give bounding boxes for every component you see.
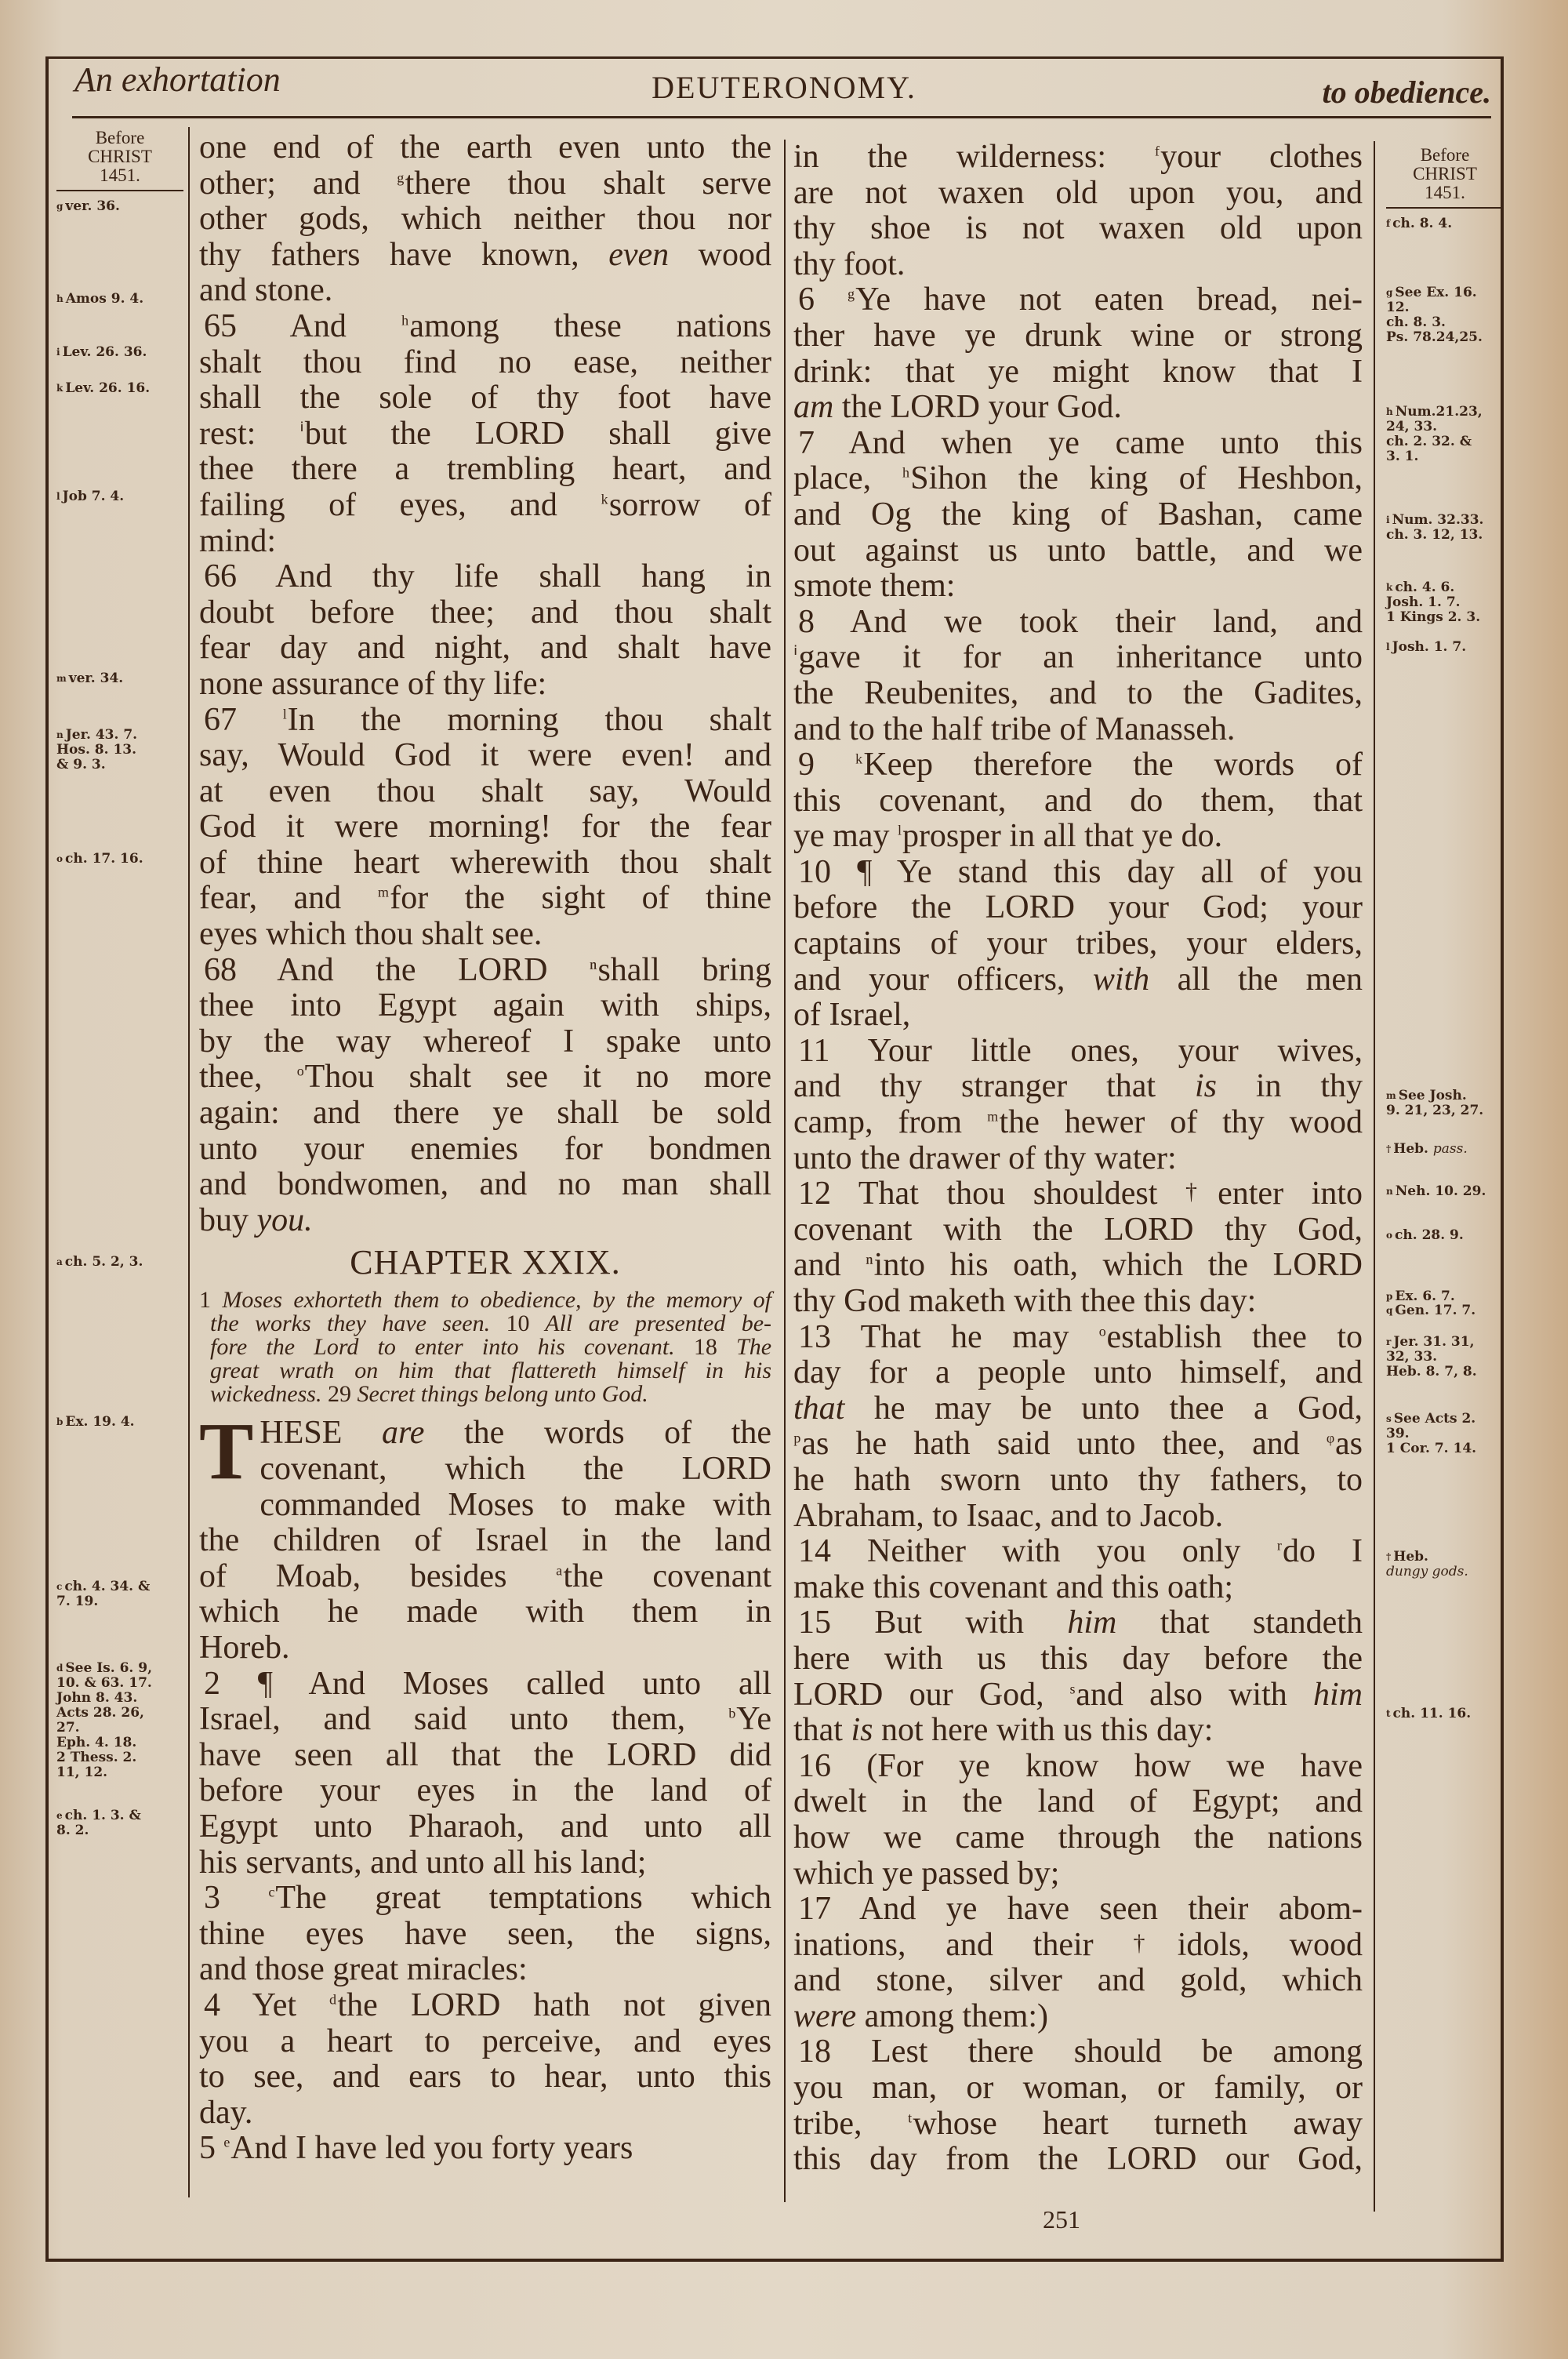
text-line: 7 And when ye came unto this xyxy=(798,424,1363,461)
right-margin-notes xyxy=(1386,145,1504,1721)
note-marker: n xyxy=(56,729,64,740)
note-reference: Lev. 26. 36. xyxy=(62,344,147,360)
note-marker: n xyxy=(1386,1186,1393,1197)
margin-note xyxy=(56,199,190,214)
margin-note xyxy=(56,292,190,307)
note-italic: dungy gods. xyxy=(1386,1564,1468,1579)
text-line: thy shoe is not waxen old upon xyxy=(793,210,1363,247)
note-reference: ch. 8. 4. xyxy=(1392,216,1453,231)
note-reference: ch. 11. 16. xyxy=(1392,1706,1472,1721)
text-line: 17 And ye have seen their abom- xyxy=(798,1891,1363,1928)
note-reference: ch. 17. 16. xyxy=(65,851,143,867)
note-marker: a xyxy=(56,1256,63,1267)
summary-line: wickedness. 29 Secret things belong unto God. xyxy=(210,1381,648,1408)
text-line: smote them: xyxy=(793,568,956,605)
text-line: mind: xyxy=(199,522,277,559)
text-line: you man, or woman, or family, or xyxy=(793,2070,1363,2106)
margin-note xyxy=(1386,1303,1519,1318)
note-reference: See Josh. 9. 21, 23, 27. xyxy=(1386,1088,1484,1118)
note-marker: † xyxy=(1386,1551,1392,1562)
text-line: and Og the king of Bashan, came xyxy=(793,496,1363,533)
text-line: in the wilderness: ᶠyour clothes xyxy=(793,139,1363,175)
margin-note xyxy=(1386,1228,1519,1243)
note-reference: ver. 36. xyxy=(65,198,120,214)
text-line: 12 That thou shouldest †enter into xyxy=(798,1176,1363,1212)
note-reference: See Acts 2. 39. 1 Cor. 7. 14. xyxy=(1386,1411,1477,1456)
note-marker: k xyxy=(56,383,64,394)
margin-note xyxy=(1386,1707,1519,1721)
column-divider-rule xyxy=(784,140,786,2202)
text-line: ther have ye drunk wine or strong xyxy=(793,317,1363,354)
note-reference: Job 7. 4. xyxy=(62,489,125,504)
text-line: which ye passed by; xyxy=(793,1855,1060,1892)
text-line: of Israel, xyxy=(793,997,911,1034)
text-line: 16 (For ye know how we have xyxy=(798,1747,1363,1784)
note-reference: Num.21.23, 24, 33. ch. 2. 32. & 3. 1. xyxy=(1386,404,1483,464)
margin-note xyxy=(1386,405,1519,464)
text-line: unto the drawer of thy water: xyxy=(793,1140,1177,1176)
margin-note xyxy=(56,381,190,396)
text-line: covenant with the LORD thy God, xyxy=(793,1211,1363,1248)
text-line: commanded Moses to make with xyxy=(260,1486,771,1523)
text-line: other; and ᵍthere thou shalt serve xyxy=(199,165,772,202)
note-marker: l xyxy=(1386,642,1390,652)
text-line: Egypt unto Pharaoh, and unto all xyxy=(199,1808,771,1845)
note-reference: Jer. 31. 31, 32, 33. Heb. 8. 7, 8. xyxy=(1386,1334,1477,1379)
note-marker: q xyxy=(1386,1305,1393,1316)
note-marker: † xyxy=(1386,1143,1392,1154)
text-line: and bondwomen, and no man shall xyxy=(199,1166,771,1203)
scripture-block-deut-29 xyxy=(199,1406,772,2167)
margin-note xyxy=(56,1661,190,1780)
text-line: unto your enemies for bondmen xyxy=(199,1130,771,1167)
text-line: thy foot. xyxy=(793,245,906,282)
note-marker: d xyxy=(56,1663,64,1674)
note-reference: ch. 1. 3. & 8. 2. xyxy=(56,1808,141,1838)
text-line: 5 ᵉAnd I have led you forty years xyxy=(199,2130,633,2167)
date-label-line: 1451. xyxy=(100,165,140,185)
text-line: and stone, silver and gold, which xyxy=(793,1962,1363,1999)
text-line: 2 ¶ And Moses called unto all xyxy=(204,1665,771,1702)
note-marker: i xyxy=(1386,514,1390,525)
text-line: none assurance of thy life: xyxy=(199,665,547,702)
text-line: 15 But with him that standeth xyxy=(798,1605,1363,1641)
text-line: 4 Yet ᵈthe LORD hath not given xyxy=(204,1986,771,2023)
note-marker: p xyxy=(1386,1291,1393,1302)
margin-note xyxy=(1386,640,1519,655)
running-head-left: An exhortation xyxy=(74,60,281,99)
text-line: thee into Egypt again with ships, xyxy=(199,987,771,1024)
text-line: and your officers, with all the men xyxy=(793,961,1363,998)
text-line: which he made with them in xyxy=(199,1594,771,1630)
text-line: 14 Neither with you only ʳdo I xyxy=(798,1533,1363,1570)
margin-note xyxy=(56,728,190,772)
note-reference: Jer. 43. 7. Hos. 8. 13. & 9. 3. xyxy=(56,727,138,772)
scripture-block-deut-29-cont xyxy=(793,140,1363,2178)
note-marker: m xyxy=(1386,1090,1396,1101)
summary-line: great wrath on him that flattereth himself in his xyxy=(210,1358,771,1384)
note-reference: ch. 5. 2, 3. xyxy=(64,1254,143,1270)
margin-note xyxy=(56,671,190,686)
margin-note xyxy=(56,1415,190,1430)
text-line: by the way whereof I spake unto xyxy=(199,1023,771,1060)
margin-note xyxy=(1386,1550,1519,1579)
summary-line: fore the Lord to enter into his covenant. 18 The xyxy=(210,1334,772,1361)
date-label-rule xyxy=(1386,207,1504,209)
text-line: and to the half tribe of Manasseh. xyxy=(793,711,1236,747)
running-head-book-title: DEUTERONOMY. xyxy=(652,70,916,105)
text-line: thine eyes have seen, the signs, xyxy=(199,1915,771,1952)
chapter-heading: CHAPTER XXIX. xyxy=(350,1243,621,1282)
note-marker: h xyxy=(1386,406,1393,417)
note-reference: Neh. 10. 29. xyxy=(1395,1183,1486,1199)
text-line: out against us unto battle, and we xyxy=(793,532,1363,569)
text-line: before the LORD your God; your xyxy=(793,889,1363,926)
note-reference: ch. 4. 34. & 7. 19. xyxy=(56,1579,151,1609)
text-line: at even thou shalt say, Would xyxy=(199,772,771,809)
text-line: here with us this day before the xyxy=(793,1640,1363,1677)
text-line: inations, and their †idols, wood xyxy=(793,1926,1363,1963)
right-text-column xyxy=(793,140,1363,2178)
left-margin-notes xyxy=(56,128,183,1838)
note-marker: c xyxy=(56,1581,63,1592)
text-line: HESE are the words of the xyxy=(260,1415,772,1452)
text-line: the children of Israel in the land xyxy=(199,1522,771,1559)
text-line: shall the sole of thy foot have xyxy=(199,380,771,416)
text-line: Israel, and said unto them, ᵇYe xyxy=(199,1701,771,1738)
text-line: 11 Your little ones, your wives, xyxy=(798,1032,1363,1069)
note-marker: k xyxy=(1386,582,1393,593)
text-line: day for a people unto himself, and xyxy=(793,1354,1363,1391)
text-line: and those great miracles: xyxy=(199,1951,528,1988)
text-line: ᵖas he hath said unto thee, and ᵠas xyxy=(793,1426,1363,1463)
text-line: day. xyxy=(199,2094,253,2131)
text-line: 6 ᵍYe have not eaten bread, nei- xyxy=(798,282,1363,318)
text-line: say, Would God it were even! and xyxy=(199,737,771,774)
note-italic: pass. xyxy=(1432,1141,1468,1157)
text-line: 9 ᵏKeep therefore the words of xyxy=(798,747,1363,783)
note-marker: l xyxy=(56,491,60,502)
note-reference: Gen. 17. 7. xyxy=(1395,1303,1476,1318)
summary-line: 1 Moses exhorteth them to obedience, by the memory of xyxy=(199,1287,771,1314)
drop-cap: T xyxy=(199,1406,254,1497)
text-line: to see, and ears to hear, unto this xyxy=(199,2059,771,2095)
margin-note xyxy=(56,1255,190,1270)
text-line: 65 And ʰamong these nations xyxy=(204,307,771,344)
text-line: fear day and night, and shalt have xyxy=(199,630,771,667)
margin-note xyxy=(1386,216,1519,231)
text-line: were among them:) xyxy=(793,1997,1049,2034)
date-label-line: CHRIST xyxy=(88,147,152,166)
note-marker: r xyxy=(1386,1336,1392,1347)
margin-note xyxy=(1386,513,1519,543)
text-line: buy you. xyxy=(199,1201,313,1238)
text-line: dwelt in the land of Egypt; and xyxy=(793,1783,1363,1820)
page-number: 251 xyxy=(1043,2205,1080,2234)
date-label-left xyxy=(56,129,183,185)
text-line: his servants, and unto all his land; xyxy=(199,1844,647,1881)
text-line: captains of your tribes, your elders, xyxy=(793,925,1363,962)
text-line: this day from the LORD our God, xyxy=(793,2141,1363,2178)
note-reference: Lev. 26. 16. xyxy=(65,380,151,396)
header-rule xyxy=(72,116,1491,118)
text-line: rest: ⁱbut the LORD shall give xyxy=(199,415,772,452)
margin-note xyxy=(1386,1089,1519,1118)
text-line: shalt thou find no ease, neither xyxy=(199,343,771,380)
margin-note xyxy=(56,852,190,867)
text-line: and stone. xyxy=(199,272,333,309)
text-line: ⁱgave it for an inheritance unto xyxy=(793,639,1363,676)
margin-note xyxy=(56,345,190,360)
note-marker: o xyxy=(1386,1230,1393,1241)
note-marker: b xyxy=(56,1416,64,1427)
note-reference: Amos 9. 4. xyxy=(65,291,144,307)
text-line: how we came through the nations xyxy=(793,1819,1363,1856)
note-marker: m xyxy=(56,673,67,684)
text-line: thy fathers have known, even wood xyxy=(199,236,771,273)
text-line: that is not here with us this day: xyxy=(793,1712,1214,1749)
note-reference: Heb. xyxy=(1393,1549,1428,1565)
text-line: again: and there ye shall be sold xyxy=(199,1095,771,1132)
note-reference: See Is. 6. 9, 10. & 63. 17. John 8. 43. Acts 28. 26, 27. Eph. 4. 18. 2 Thess. 2. 11, 12. xyxy=(56,1660,152,1780)
left-text-column xyxy=(199,130,771,2167)
date-label-right xyxy=(1386,146,1504,202)
text-line: tribe, ᵗwhose heart turneth away xyxy=(793,2105,1363,2142)
margin-note xyxy=(1386,1335,1519,1379)
text-line: have seen all that the LORD did xyxy=(199,1736,771,1773)
margin-note xyxy=(1386,1142,1519,1157)
note-marker: g xyxy=(1386,287,1393,298)
text-line: thee, ᵒThou shalt see it no more xyxy=(199,1059,772,1096)
text-line: 3 ᶜThe great temptations which xyxy=(204,1880,772,1917)
text-line: LORD our God, ˢand also with him xyxy=(793,1676,1363,1713)
text-line: camp, from ᵐthe hewer of thy wood xyxy=(793,1104,1363,1141)
chapter-summary xyxy=(199,1289,771,1406)
note-reference: Num. 32.33. ch. 3. 12, 13. xyxy=(1386,512,1484,543)
note-marker: s xyxy=(1386,1413,1392,1424)
margin-note xyxy=(1386,580,1519,625)
text-line: of thine heart wherewith thou shalt xyxy=(199,844,771,881)
text-line: one end of the earth even unto the xyxy=(199,129,771,165)
summary-line: the works they have seen. 10 All are presented be- xyxy=(210,1310,772,1337)
note-marker: e xyxy=(56,1810,63,1821)
text-line: fear, and ᵐfor the sight of thine xyxy=(199,880,771,917)
note-reference: See Ex. 16. 12. ch. 8. 3. Ps. 78.24,25. xyxy=(1386,285,1483,345)
note-reference: Josh. 1. 7. xyxy=(1392,639,1467,655)
note-marker: t xyxy=(1386,1708,1391,1719)
text-line: other gods, which neither thou nor xyxy=(199,201,771,238)
text-line: and ⁿinto his oath, which the LORD xyxy=(793,1247,1363,1284)
text-line: and thy stranger that is in thy xyxy=(793,1068,1363,1105)
date-label-line: CHRIST xyxy=(1413,164,1477,184)
text-line: ye may ˡprosper in all that ye do. xyxy=(793,818,1223,855)
margin-note xyxy=(56,1579,190,1609)
text-line: 66 And thy life shall hang in xyxy=(204,558,771,595)
date-label-rule xyxy=(56,190,183,191)
text-line: Abraham, to Isaac, and to Jacob. xyxy=(793,1497,1224,1534)
margin-note xyxy=(56,1808,190,1838)
date-label-line: 1451. xyxy=(1425,183,1465,202)
scripture-block-deut-28 xyxy=(199,130,771,1238)
note-marker: f xyxy=(1386,218,1391,229)
text-line: place, ʰSihon the king of Heshbon, xyxy=(793,460,1363,497)
note-reference: ch. 4. 6. Josh. 1. 7. 1 Kings 2. 3. xyxy=(1386,580,1481,625)
text-line: the Reubenites, and to the Gadites, xyxy=(793,674,1363,711)
note-reference: Heb. xyxy=(1393,1141,1433,1157)
note-reference: Ex. 19. 4. xyxy=(65,1414,135,1430)
text-line: make this covenant and this oath; xyxy=(793,1568,1234,1605)
note-reference: Ex. 6. 7. xyxy=(1395,1289,1455,1304)
note-marker: o xyxy=(56,853,64,864)
note-marker: h xyxy=(56,293,64,304)
text-line: that he may be unto thee a God, xyxy=(793,1390,1363,1427)
note-marker: i xyxy=(56,347,60,358)
note-reference: ver. 34. xyxy=(68,671,124,686)
text-line: doubt before thee; and thou shalt xyxy=(199,594,771,631)
margin-note xyxy=(1386,285,1519,345)
text-line: 18 Lest there should be among xyxy=(798,2034,1363,2070)
right-margin-rule xyxy=(1374,141,1375,2212)
text-line: 68 And the LORD ⁿshall bring xyxy=(204,951,771,988)
margin-note xyxy=(1386,1184,1519,1199)
note-marker: g xyxy=(56,201,64,212)
text-line: you a heart to perceive, and eyes xyxy=(199,2023,771,2059)
text-line: of Moab, besides ᵃthe covenant xyxy=(199,1558,772,1594)
text-line: 8 And we took their land, and xyxy=(798,603,1363,640)
text-line: 13 That he may ᵒestablish thee to xyxy=(798,1318,1363,1355)
text-line: before your eyes in the land of xyxy=(199,1772,771,1809)
text-line: thy God maketh with thee this day: xyxy=(793,1283,1257,1319)
text-line: God it were morning! for the fear xyxy=(199,809,771,845)
text-line: covenant, which the LORD xyxy=(260,1451,771,1487)
text-line: this covenant, and do them, that xyxy=(793,782,1363,819)
text-line: failing of eyes, and ᵏsorrow of xyxy=(199,486,771,523)
text-line: are not waxen old upon you, and xyxy=(793,174,1363,211)
margin-note xyxy=(1386,1412,1519,1456)
text-line: he hath sworn unto thy fathers, to xyxy=(793,1461,1363,1498)
text-line: am the LORD your God. xyxy=(793,389,1122,426)
note-reference: ch. 28. 9. xyxy=(1395,1227,1464,1243)
margin-note xyxy=(56,489,190,504)
running-head-right: to obedience. xyxy=(1322,75,1491,110)
text-line: Horeb. xyxy=(199,1629,290,1666)
date-label-line: Before xyxy=(95,128,145,147)
text-line: eyes which thou shalt see. xyxy=(199,916,543,953)
left-margin-rule xyxy=(188,127,190,2197)
text-line: 10 ¶ Ye stand this day all of you xyxy=(798,853,1363,890)
text-line: 67 ˡIn the morning thou shalt xyxy=(204,701,771,738)
text-line: thee there a trembling heart, and xyxy=(199,451,771,488)
text-line: drink: that ye might know that I xyxy=(793,353,1363,390)
date-label-line: Before xyxy=(1420,145,1470,165)
